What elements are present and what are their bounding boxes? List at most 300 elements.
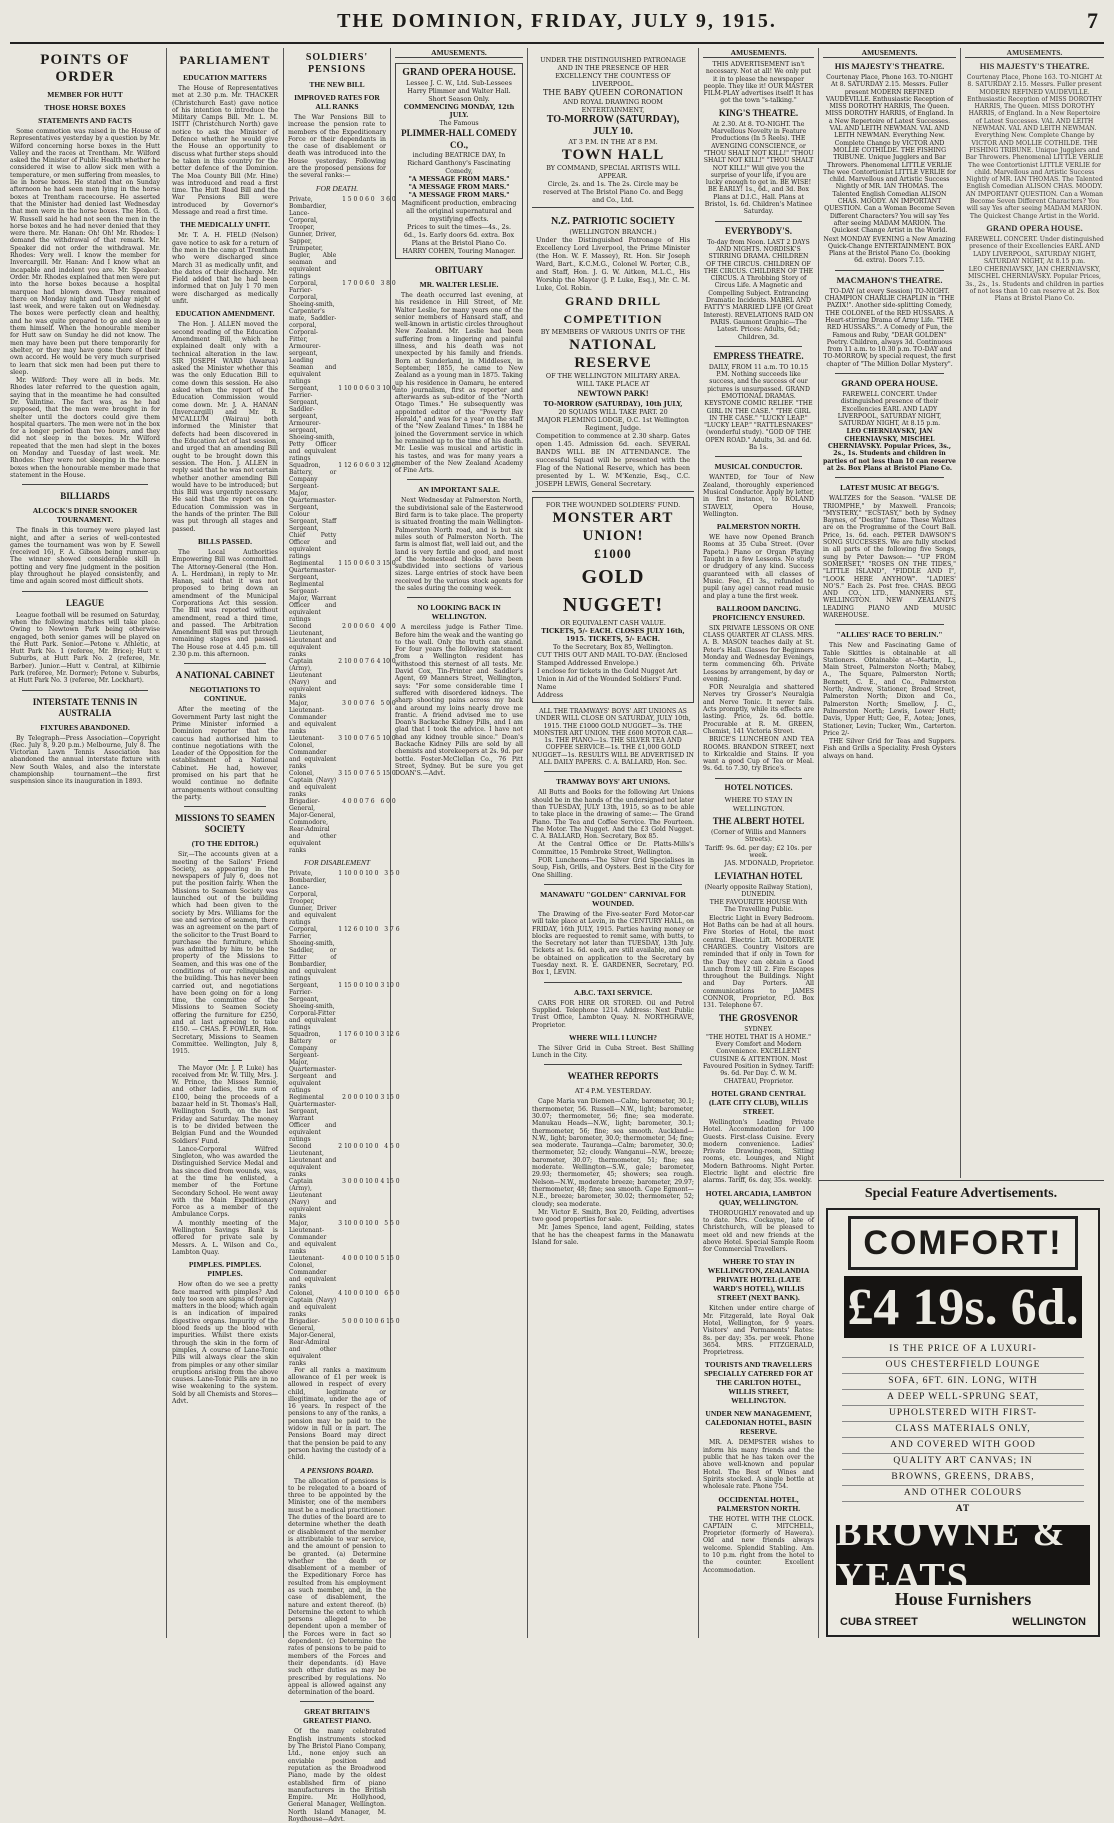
ad-text: LEO CHERNIAVSKY, JAN CHERNIAVSKY, MISCHEL CHERNIAVSKY. Popular Prices, 3s., 2s., 1s. Students and children in parties of not less than 10 can reserve at 2s. Box Plans at Bristol Piano Co. — [823, 428, 956, 472]
death-pension-table — [288, 196, 397, 854]
price-banner: £4 19s. 6d. — [844, 1276, 1082, 1338]
table-row — [288, 658, 397, 700]
ad-copy-line: UPHOLSTERED WITH FIRST- — [842, 1406, 1084, 1422]
amount-cell: 0 6 0 — [359, 461, 375, 469]
ad-text: Electric Light in Every Bedroom. Hot Baths can be had at all hours. Five Stories of Hotel, the most central. Electric Lift. MODERATE CHARGES. Country Visitors are reminded that if only in Town for the Day they can obtain a Good Lunch from 12 till 2. Fire Escapes throughout the Buildings. Night and Day Porters. All communications to JAMES CONNOR, Proprietor, P.O. Box 131. Telephone 67. — [703, 914, 814, 1010]
amount-cell: 0 6 0 — [359, 384, 375, 392]
amount-cell: 4 0 0 — [342, 797, 358, 805]
amount-cell: 6 0 0 — [380, 797, 396, 805]
article-subheading: EDUCATION MATTERS — [183, 73, 267, 82]
ad-text: THE FAVOURITE HOUSE With The Travelling Public. — [709, 899, 808, 914]
table-row — [288, 798, 397, 854]
ad-text: LEO CHERNIAVSKY, JAN CHERNIAVSKY, MISCHEL CHERNIAVSKY. Popular Prices, 3s., 2s., 1s. Students and children in parties of not less than 10 can reserve at 2s. Box Plans at Bristol Piano Co. — [965, 266, 1104, 303]
amount-cell: 0 7 6 — [359, 797, 375, 805]
ad-text: FAREWELL CONCERT. Under distinguished presence of their Excellencies EARL AND LADY LIVERPOOL, SATURDAY NIGHT, SATURDAY NIGHT, At 8.15 p.m. — [965, 235, 1104, 265]
ad-title: UNDER NEW MANAGEMENT, CALEDONIAN HOTEL, BASIN RESERVE. — [705, 1409, 812, 1437]
rank-cell: Squadron, Battery or Company Sergeant-Major, Quartermaster-Sergeant and equivalent ratings — [289, 1030, 337, 1094]
section-heading: A NATIONAL CABINET — [175, 670, 275, 681]
ad-title: TOWN HALL — [561, 147, 665, 163]
table-row — [288, 1031, 401, 1094]
amount-cell: 3 12 6 — [376, 461, 396, 469]
column-amusements-hotels — [703, 48, 814, 1638]
table-row — [288, 196, 397, 280]
rank-cell: Private, Bombardier, Lance-Corporal, Trooper, Gunner, Driver, Sapper, Trumpeter, Bugler, Able seaman and equivalent ratings — [289, 195, 337, 280]
ad-text: BRICE'S LUNCHEON AND TEA ROOMS. BRANDON STREET, next to Kirkcaldie and Stains. If you want a good Cup of Tea or Meal. 9s. 6d. to 7.30, try Brice's. — [703, 736, 814, 773]
divider — [715, 221, 802, 222]
city-label: WELLINGTON — [1012, 1616, 1086, 1628]
article-subheading: MANAWATU "GOLDEN" CARNIVAL FOR WOUNDED. — [540, 889, 686, 908]
ad-text: JAS. M'DONALD, Proprietor. — [724, 860, 814, 868]
ad-text: THOROUGHLY renovated and up to date. Mrs. Cockayne, late of Christchurch, will be pleased to meet old and new friends at the above Hotel. Special Sample Room for Commercial Travellers. — [703, 1209, 814, 1254]
amount-cell: 1 17 6 — [338, 1030, 358, 1038]
rank-cell: Lieutenant-Colonel, Commander and equivalent ranks — [289, 734, 337, 770]
article-body: All Butts and Books for the following Art Unions should be in the hands of the undersigned not later than TUESDAY, JULY 13th, 1915, so as to be able to take place in the drawing of same:— The Grand Piano. The Tea and Coffee Service. The Fourteen. The Motor. The Nugget. And the £3 Gold Nugget. C. A. BALLARD, Hon. Secretary, Box 85. — [532, 789, 694, 841]
table-row — [288, 870, 401, 926]
article-heading: PARLIAMENT — [179, 53, 271, 67]
amount-cell: 1 15 0 — [338, 559, 358, 567]
article-subheading: TRAMWAY BOYS' ART UNIONS. — [556, 777, 670, 787]
article-body: A monthly meeting of the Wellington Savings Bank is offered for private sale by Messrs. A. L. Wilson and Co., Lambton Quay. — [172, 1219, 278, 1256]
section-heading: INTERSTATE TENNIS IN AUSTRALIA — [32, 696, 138, 718]
divider — [22, 591, 148, 592]
ad-text: AT 3 P.M. IN THE AT 8 P.M. — [568, 138, 658, 146]
article-subheading: STATEMENTS AND FACTS — [38, 116, 132, 125]
ad-text: UNDER THE DISTINGUISHED PATRONAGE AND IN THE PRESENCE OF HER EXCELLENCY THE COUNTESS OF LIVERPOOL. — [540, 56, 686, 88]
ad-browne-yeats — [826, 1208, 1100, 1637]
article-heading: POINTS OF ORDER — [40, 52, 130, 85]
amount-cell: 0 10 0 — [359, 1219, 379, 1227]
section-heading: WEATHER REPORTS — [567, 1071, 659, 1082]
ad-title: LEVIATHAN HOTEL — [714, 870, 803, 881]
ad-text: Circle, 2s. and 1s. The 2s. Circle may be reserved at The Bristol Piano Co. and Begg and Co., Ltd. — [542, 180, 684, 204]
divider — [184, 806, 266, 807]
ad-title: EMPRESS THEATRE. — [713, 350, 804, 361]
amount-cell: 3 10 0 — [338, 1219, 358, 1227]
article-body: How often do we see a pretty face marred with pimples? And only too soon are signs of foreign matters in the blood; which again is an indication of impaired digestive organs. Impurity of the blood feeds up the blood with impurities. Whilst there exists through the skin in the form of pimples, A course of Lane-Tonic Pills will always clear the skin from pimples or any other similar eruptions arising from the above causes. Lane-Tonic Pills are in no wise weakening to the system. Sold by all Chemists and Stores—Advt. — [172, 1281, 278, 1406]
ad-text: AND ROYAL DRAWING ROOM ENTERTAINMENT, — [563, 98, 663, 114]
divider — [544, 884, 682, 885]
divider — [818, 1180, 1104, 1181]
amount-cell: 5 0 0 — [380, 699, 396, 707]
ad-text: OF THE WELLINGTON MILITARY AREA. — [545, 372, 681, 380]
amount-cell: 2 0 0 — [342, 622, 358, 630]
table-row — [288, 982, 401, 1031]
amount-cell: 3 0 0 — [342, 699, 358, 707]
table-row — [288, 385, 397, 462]
amount-cell: 0 6 0 — [359, 279, 375, 287]
ad-title: HIS MAJESTY'S THEATRE. — [979, 61, 1090, 71]
ad-copy-line: SOFA, 6FT. 6IN. LONG, WITH — [842, 1374, 1084, 1390]
rank-cell: Captain (Army), Lieutenant (Navy) and equivalent ranks — [289, 657, 337, 700]
article-body: At the Central Office or Dr. Platts-Mills's Committee, 15 Pembroke Street, Wellington. — [532, 841, 694, 856]
ad-text: SIX PRIVATE LESSONS OR ONE CLASS QUARTER AT CLASS. MRS. A. B. MASON teaches daily at St. Peter's Hall. Classes for Beginners Monday and Wednesday Evenings, term commencing 6th. Private Lessons by arrangement, by day or evening. — [703, 624, 814, 683]
column-amusements-right — [823, 48, 956, 1178]
ad-copy-line: A DEEP WELL-SPRUNG SEAT, — [842, 1390, 1084, 1406]
table-title: FOR DEATH. — [315, 183, 359, 193]
section-heading: MISSIONS TO SEAMEN SOCIETY — [175, 813, 275, 835]
amount-cell: 0 6 0 — [359, 622, 375, 630]
amount-cell: 4 5 0 — [384, 1142, 400, 1150]
rank-cell: Second Lieutenant, Lieutenant and equivalent ranks — [289, 622, 337, 658]
article-subheading: PIMPLES. PIMPLES. PIMPLES. — [188, 1260, 262, 1279]
article-subheading: FIXTURES ABANDONED. — [40, 722, 130, 732]
ad-title: GOLD NUGGET! — [562, 566, 664, 616]
article-body: The finals in this tourney were played last night, and after a series of well-contested games the tournament was won by F. Sewell (received 16), F. A. Gibson being runner-up. The winner showed considerable skill in potting and very fine judgment in the position play throughout he played consistently, and time and again scored most difficult shots. — [10, 527, 160, 586]
ad-title: EVERYBODY'S. — [725, 225, 792, 236]
amount-cell: 2 10 0 — [338, 657, 358, 665]
divider — [544, 1064, 682, 1065]
divider — [715, 456, 802, 457]
ad-text: FOR Neuralgia and shattered Nerves try Grosser's Neuralgia and Nerve Tonic. It never fails. Acts promptly, while its effects are lasting. Price, 2s. 6d. bottle. Procurable at R. M. GREEN, Chemist, 141 Victoria Street. — [703, 684, 814, 735]
ad-title: PALMERSTON NORTH. — [716, 522, 801, 532]
comfort-headline: COMFORT! — [848, 1216, 1078, 1270]
article-body: The Mayor (Mr. J. P. Luke) has received from Mr. W. Tilly, Mrs. J. W. Prince, the Misses Rennie, and other ladies, the sum of £100, being the proceeds of a bazaar held in St. Thomas's Hall, Wellington South, on the last Friday and Saturday. The money is to be divided between the Belgian Fund and the Wounded Soldiers' Fund. — [172, 1064, 278, 1145]
ad-text: At 2.30. At 8. TO-NIGHT. The Marvellous Novelty in Feature Productions (In 5 Reels). THE AVENGING CONSCIENCE, or "THOU SHALT NOT KILL!" "THOU SHALT NOT KILL!" "THOU SHALT NOT KILL!" Will give you the surprise of your life, if you are lucky enough to get in. BE WISE! BE EARLY! 1s., 6d., and 3d. Box Plans at D.I.C., Hall. Plans at Bristol, 1s. 6d. Children's Matinee Saturday. — [703, 120, 814, 216]
ad-text: Wellington's Leading Private Hotel. Accommodation for 100 Guests. First-class Cuisine. Every modern convenience. Ladies' Private Drawing-room, Sitting rooms, etc. Lounges, and Night Modern Bathrooms. Night Porter. Electric light and electric fire alarms. Tariff, 6s. day, 35s. weekly. — [703, 1118, 814, 1185]
ad-text: COMMENCING MONDAY, 12th JULY. — [403, 103, 515, 119]
article-body: The Drawing of the Five-seater Ford Motor-car will take place at Levin, in the CENTURY HALL, on FRIDAY, 16th JULY, 1915. Parties having money or blocks are requested to remit same, with butts, to the Secretary not later than TUESDAY, 13th July. Tickets at 1s. 6d. each, are still available, and can be obtained on application to the Secretary by Tuesday next. R. E. GARDENER, Secretary, P.O. Box 1, LEVIN. — [532, 910, 694, 977]
amount-cell: 6 15 0 — [380, 1317, 400, 1325]
amount-cell: 0 7 6 — [359, 657, 375, 665]
ad-title: THE GROSVENOR — [718, 1012, 799, 1023]
amount-cell: 0 10 0 — [359, 869, 379, 877]
ad-text: To the Secretary, Box 85, Wellington. — [552, 643, 674, 651]
ad-copy-line: BROWNS, GREENS, DRABS, — [842, 1470, 1084, 1486]
amount-cell: 0 7 6 — [359, 699, 375, 707]
rank-cell: Colonel, Captain (Navy) and equivalent ranks — [289, 1289, 337, 1318]
amount-cell: 1 5 0 — [342, 195, 358, 203]
article-body: Of the many celebrated English instruments stocked by The Bristol Piano Company, Ltd., none enjoy such an enviable position and reputation as the Broadwood Piano, made by the oldest established firm of piano manufacturers in the British Empire. Mr. Hollyhood, General Manager, Wellington. North Island Manager, M. Roydhouse—Advt. — [288, 1728, 386, 1823]
article-body: The allocation of pensions is to be relegated to a board of three to be appointed by the Minister, one of the members must be a medical practitioner. The duties of the board are to determine whether the death or disablement of the member is attributable to war service, and the amount of pension to be granted. (a) Determine whether the death or disablement of a member of the Expeditionary Force has resulted from his employment as such member, and, in the case of disablement, the nature and extent thereof. (b) Determine the extent to which persons alleged to be dependent upon a member of the Forces were in fact so dependent. (c) Determine the rates of pensions to be paid to members of the Forces and their dependants. (d) Have such other duties as may be prescribed by regulations. No appeal is allowed against any determination of the board. — [288, 1477, 386, 1697]
ad-title: MACMAHON'S THEATRE. — [836, 274, 943, 285]
ad-copy-line: AND COVERED WITH GOOD — [842, 1438, 1084, 1454]
column-points-of-order — [10, 48, 160, 1638]
article-subheading: A.B.C. TAXI SERVICE. — [573, 987, 653, 997]
column-amusements-far-right — [965, 48, 1104, 1178]
ad-copy-line: CLASS MATERIALS ONLY, — [842, 1422, 1084, 1438]
ad-text: WALTZES for the Season. "VALSE DE TRIOMPHE," by Maxwell. Francois; "MYSTERY," "ECSTASY," both by Sydney Baynes, of "Destiny" fame. These Waltzes are on the Programme of the Court Ball. Price, 1s. 6d. each. PETER DAWSON'S SONG SUCCESSES. We are fully stocked in all parts of the following five Songs, sung by Peter Dawson:— "UP FROM SOMERSET," "ROSES ON THE TIDES," "LITTLE ISLAND", "FIDDLE AND I", "LOOK HERE ANYHOW". "LADIES' NO'S." Each 2s. Post free. CHAS. BEGG AND CO., LTD., MANNERS ST., WELLINGTON. NEW ZEALAND'S LEADING PIANO AND MUSIC WAREHOUSE. — [823, 495, 956, 619]
amount-cell: 3 10 0 — [338, 734, 358, 742]
table-row — [288, 1094, 401, 1143]
amusements-header: AMUSEMENTS. — [965, 48, 1104, 58]
ad-grand-opera-house — [395, 63, 523, 259]
ad-title: MONSTER ART UNION! — [552, 510, 674, 544]
ad-title: GRAND OPERA HOUSE. — [986, 222, 1083, 233]
article-subheading: A PENSIONS BOARD. — [300, 1465, 374, 1475]
ad-title: TOURISTS AND TRAVELLERS SPECIALLY CATERED FOR AT THE CARLTON HOTEL, WILLIS STREET, WELLINGTON. — [704, 1360, 813, 1406]
article-body: Cape Maria van Diemen—Calm; barometer, 30.1; thermometer, 56. Russell—N.W., light; barometer, 30.07; thermometer, 56; fine; sea moderate. Manukau Heads—N.W., light; barometer, 30.1; thermometer, 56; fine; sea smooth. Auckland—N.W., light; barometer, 30.0; thermometer, 54; fine; sea moderate. Tauranga—Calm; barometer, 30.0; thermometer, 52; cloudy. Wanganui—N.W., breeze; barometer, 30.07; thermometer, 51; fine; sea moderate. Wellington—S.W., gale; barometer, 29.93; thermometer, 45; showers; sea rough. Nelson—N.W., moderate breeze; barometer, 29.97; thermometer, 48; fine; sea smooth. Cape Egmont—N.E., breeze; barometer, 30.02; thermometer, 52; cloudy; sea moderate. — [532, 1098, 694, 1208]
table-title: FOR DISABLEMENT — [303, 857, 371, 867]
ad-text: This New and Fascinating Game of Table Skittles is obtainable at all Stationers. Obtainable at—Martin, L., Main Street, Palmerston North; Mabey, A., The Square, Palmerston North; Bennett, C. E., and Co., Palmerston North; Andrew, Stationer, Broad Street, Palmerston North; Dixon and Co., Palmerston North; Smellow, J. C., Palmerston North; Lewis, Lower Hutt; Davis, Upper Hutt; Gee, F., Aotea; Jones, Stationer, Levin; Tucker, Wm., Carterton. Price 2/- — [823, 642, 956, 737]
amount-cell: 4 0 0 — [342, 1254, 358, 1262]
ad-copy — [828, 1342, 1098, 1502]
article-subheading: GREAT BRITAIN'S GREATEST PIANO. — [302, 1707, 372, 1726]
column-rule — [166, 48, 167, 1638]
divider — [835, 270, 944, 271]
rank-cell: Squadron, Battery, or Company Sergeant-Major, Quartermaster-Sergeant, Colour Sergeant, Staff Sergeant, Chief Petty Officer and equivalent ratings — [289, 461, 337, 560]
ad-text: To-day from Noon. LAST 2 DAYS AND NIGHTS. NORDISK'S STIRRING DRAMA. CHILDREN OF THE CIRCUS. CHILDREN OF THE CIRCUS. CHILDREN OF THE CIRCUS. A Throbbing Story of Circus Life. A Magnetic and Compelling Subject. Entrancing Dramatic Incidents. MABEL AND FATTY'S MARRIED LIFE (Of Great Interest). REVELATIONS RAID ON PARIS. Gaumont Graphic—The Latest. Prices: Adults, 6d.; Children, 3d. — [703, 238, 814, 341]
ad-text: Courtenay Place, Phone 163. TO-NIGHT At 8. SATURDAY 2.15. Messrs. Fuller present MODERN REFINED VAUDEVILLE. Enthusiastic Reception of MISS DOROTHY HARRIS, The Queen. MISS DOROTHY HARRIS, of England. In a New Repertoire of Latest Successes. VAL AND LEITH NEWMAN. VAL AND LEITH NEWMAN. Everything New. Complete Change by VICTOR AND MOLLIE COTHILDE. THE FISHING TRIBUNE. Unique Jugglers and Bar Throwers. Phenomenal LITTLE VERLIE The wee Contortionist LITTLE VERLIE for child. Marvellous and Artistic Success Nightly of MR. IAN THOMAS. The Talented English Comedian ALISON CHAS. MOODY. AN IMPORTANT QUESTION. Can a Woman Become Seven Different Characters? You will say Yes after seeing MADAM MARION. The Quickest Change Artist in the World. — [965, 74, 1104, 220]
column-rule — [698, 48, 699, 1638]
column-amusements-obituary — [395, 48, 523, 1638]
table-row — [288, 926, 401, 982]
ad-text: NEWTOWN PARK! — [577, 389, 649, 398]
table-row — [288, 560, 397, 623]
table-row — [288, 1143, 401, 1178]
article-body: A merciless judge is Father Time. Before him the weak and the wanting go to the wall. Only the truth can stand. For four years the following statement from a Wellington resident has withstood this sternest of all tests. Mr. David Cox, Tin-Printer and Saddler's Agent, 69 Manners Street, Wellington, says: "For some considerable time I suffered with disordered kidneys. The sharp shooting pains across my back and around my loins nearly drove me frantic. A friend advised me to use Doan's Backache Kidney Pills, and I am glad that I took the advice. I have not had any kidney trouble since." Doan's Backache Kidney Pills are sold by all chemists and storekeepers at 2s. 9d. per bottle. Foster-McClellan Co., 76 Pitt Street, Sydney. But be sure you get DOAN'S.—Advt. — [395, 624, 523, 778]
article-subheading: IMPROVED RATES FOR ALL RANKS — [294, 93, 380, 111]
article-subheading: ALCOCK'S DINER SNOOKER TOURNAMENT. — [32, 506, 138, 525]
article-subheading: NO LOOKING BACK IN WELLINGTON. — [417, 603, 501, 622]
article-heading: SOLDIERS' PENSIONS — [305, 52, 369, 75]
ad-text: CUT THIS OUT AND MAIL TO-DAY. (Enclosed Stamped Addressed Envelope.) — [537, 651, 688, 667]
ad-text: Next MONDAY EVENING a New Amazing Quick-Change ENTERTAINMENT. BOX Plans at the Bristol Piano Co. (booking 6d. extra). Doors 7.15. — [823, 235, 956, 265]
ad-title: MUSICAL CONDUCTOR. — [714, 462, 803, 472]
article-body: Mr. Wilford: They were all in beds. Mr. Rhodes later referred to the question again, saying that in the meantime he had consulted Dr. Valintine. The fact was, as he had supposed, that the men were brought in for shelter until the doctors could give them hospital quarters. The men were not in the box for a longer period than two hours, and they did not sleep in the boxes. Mr. Wilford repeated that the men had slept in the boxes on Monday and Tuesday of last week. Mr. Rhodes: They were not sleeping in the horse boxes when the honourable member made that statement in the House. — [10, 377, 160, 479]
rank-cell: Brigadier-General, Major-General, Commodore, Rear-Admiral and other equivalent ranks — [289, 797, 337, 854]
amount-cell: 2 10 0 — [338, 1142, 358, 1150]
article-body: Sir,—The accounts given at a meeting of the Sailors' Friend Society, as appearing in the newspapers of July 6, does not put the position fairly. When the Missions to Seamen Society was launched out of the building which had been given to the society by Mrs. Williams for the use and service of seamen, there was an agreement on the part of the solicitor to the Trust Board to purchase the furniture, which was admitted by him to be the property of the Missions to Seamen, and this was one of the conditions of our relinquishing the building. This has never been carried out, and negotiations have been going on for a long time, the committee of the Missions to Seamen Society offering the furniture for £250, and at last agreeing to take £150. — CHAS. F. FOWLER, Hon. Secretary, Missions to Seamen Committee. Wellington, July 8, 1915. — [172, 851, 278, 1056]
ad-title: NATIONAL RESERVE — [569, 337, 657, 371]
amount-cell: 1 10 0 — [338, 869, 358, 877]
ad-text: MAJOR FLEMING LODGE, O.C. 1st Wellington Regiment, Judge. — [537, 416, 689, 432]
ad-title: HOTEL ARCADIA, LAMBTON QUAY, WELLINGTON. — [705, 1188, 812, 1207]
ad-copy-line: OUS CHESTERFIELD LOUNGE — [842, 1358, 1084, 1374]
article-body: The Hon. J. ALLEN moved the second reading of the Education Amendment Bill, which he explained dealt only with a technical alteration in the law. SIR JOSEPH WARD (Awarua) asked the Minister whether this was the only Education Bill to come down this session. He also asked when the report of the Education Commission would come down. Mr. J. A. HANAN (Invercargill) and Mr. R. M'CALLUM (Wairau) both informed the Minister that defects had been discovered in the Education Act of last session, and urged that an amending Bill ought to be brought down this session. The Hon. J. ALLEN in reply said that he was not certain whether another amending Bill would have to be introduced; but this Bill was urgently necessary. He said that the report on the Education Commission was in the hands of the printer. The Bill was put through all stages and passed. — [172, 321, 278, 533]
rank-cell: Major, Lieutenant-Commander and equivalent ranks — [289, 1219, 337, 1255]
ad-text: £1000 — [594, 546, 632, 561]
amount-cell: 1 12 6 — [338, 461, 358, 469]
ad-text: Kitchen under entire charge of Mr. Fitzgerald, late Royal Oak Hotel, Wellington, for 9 years. Visitors' and Permanents' Rates: 8s. per day; 35s. per week. Phone 3654. MRS. FITZGERALD, Proprietress. — [703, 1305, 814, 1357]
amount-cell: 0 6 0 — [359, 559, 375, 567]
article-subheading: AN IMPORTANT SALE. — [418, 485, 500, 495]
column-rule — [960, 48, 961, 1178]
amount-cell: 6 5 0 — [384, 1289, 400, 1297]
firm-name: BROWNE & YEATS — [836, 1525, 1090, 1585]
amount-cell: 4 10 0 — [376, 657, 396, 665]
divider — [22, 690, 148, 691]
ad-text: Magnificent production, embracing all the original supernatural and mystifying effects. — [401, 199, 517, 223]
divider — [184, 663, 266, 664]
table-row — [288, 770, 397, 798]
article-subheading: THE NEW BILL — [309, 80, 365, 89]
ad-text: "A MESSAGE FROM MARS." — [408, 191, 510, 199]
article-subheading: THOSE HORSE BOXES — [44, 103, 126, 112]
article-body: For all ranks a maximum allowance of £1 per week is allowed in respect of every child, legitimate or illegitimate, under the age of 16 years. In respect of the pensions to any of the ranks, a pension may be paid to the widow in full or in part. The Pensions Board may direct that the pension be paid to any person having the custody of a child. — [288, 1366, 386, 1462]
ad-text: BY MEMBERS OF VARIOUS UNITS OF THE — [540, 328, 686, 336]
column-parliament — [172, 48, 278, 1638]
amount-cell: 5 15 0 — [380, 1254, 400, 1262]
divider — [835, 373, 944, 374]
ad-text: Short Season Only. — [428, 95, 490, 103]
ad-text: Prices to suit the times—4s., 2s. 6d., 1s. Early doors 6d. extra. Box Plans at the Bristol Piano Co. HARRY COHEN, Touring Manager. — [402, 223, 516, 255]
ad-title: GRAND DRILL COMPETITION — [563, 294, 663, 326]
ad-text: OR EQUIVALENT CASH VALUE. — [560, 619, 666, 627]
amount-cell: 1 15 0 — [338, 981, 358, 989]
amount-cell: 0 10 0 — [359, 1030, 379, 1038]
ad-text: TO-MORROW (SATURDAY), JULY 10. — [546, 114, 680, 137]
ad-text: WILL TAKE PLACE AT — [576, 380, 650, 388]
ad-text: AT — [955, 1504, 971, 1514]
table-row — [288, 280, 397, 385]
amount-cell: 4 10 0 — [338, 1289, 358, 1297]
rank-cell: Corporal, Farrier-Corporal, Shoeing-smith, Carpenter's mate, Saddler-corporal, Corporal-Fitter, Armourer-sergeant, Leading Seaman and equivalent ratings — [289, 279, 337, 385]
amount-cell: 0 7 6 — [359, 734, 375, 742]
ad-text: THE HOTEL WITH THE CLOCK. CAPTAIN C. MITCHELL, Proprietor (formerly of Hawera). Old and new friends always welcome. Splendid Stabling. Am. to 10 p.m. right from the hotel to the counter. Excellent Accommodation. — [703, 1515, 814, 1574]
article-body: CARS FOR HIRE OR STORED. Oil and Petrol Supplied. Telephone 1214. Address: Next Public Trust Office, Lambton Quay. N. NORTHGRAVE, Proprietor. — [532, 999, 694, 1029]
article-body: The House of Representatives met at 2.30 p.m. Mr. THACKER (Christchurch East) gave notice of his intention to introduce the Military Camps Bill. Mr. L. M. ISITT (Christchurch North) gave notice to ask the Minister of Defence whether he would give the House an opportunity to discuss what further steps should be taken in this country for the better defence of the Dominion. The Moa County Bill (Mr. Hine) was introduced and read a first time. The Hutt Road Bill and the War Pensions Bill were introduced by Governor's Message and read a first time. — [172, 85, 278, 217]
amusements-header: AMUSEMENTS. — [395, 48, 523, 58]
article-body: FOR Luncheons—The Silver Grid Specialises in Soup, Fish, Grills, and Oysters. Best in the City for One Shilling. — [532, 857, 694, 879]
divider — [407, 597, 511, 598]
article-subheading: MEMBER FOR HUTT — [47, 90, 123, 99]
amusements-header: AMUSEMENTS. — [823, 48, 956, 58]
form-name-label: Name — [537, 683, 557, 691]
section-heading: OBITUARY — [434, 265, 484, 275]
amount-cell: 5 10 0 — [376, 734, 396, 742]
amount-cell: 0 10 0 — [359, 1142, 379, 1150]
amount-cell: 4 0 0 — [380, 622, 396, 630]
article-body: The Silver Grid in Cuba Street. Best Shilling Lunch in the City. — [532, 1044, 694, 1060]
divider — [544, 982, 682, 983]
ad-text: DAILY, FROM 11 a.m. TO 10.15 P.M. Nothing succeeds like success, and the success of our pictures is unsurpassed. GRAND EMOTIONAL DRAMAS. KEYSTONE COMIC RELIEF. "THE GIRL IN THE CASE." "THE GIRL IN THE CASE." "LUCKY LEAP." "LUCKY LEAP." "RATTLESNAKES" (wonderful study). "GOD OF THE OPEN ROAD." Adults, 3d. and 6d. Ba 1s. — [704, 363, 813, 452]
ad-baby-queen-coronation — [532, 53, 694, 208]
ad-text: THE Silver Grid for Teas and Suppers. Fish and Grills a Speciality. Fresh Oysters always on hand. — [823, 738, 956, 760]
article-body: Mr. Victor E. Smith, Box 20, Feilding, advertises two good properties for sale. — [532, 1208, 694, 1224]
ad-text: SYDNEY. — [744, 1025, 773, 1033]
article-body: The death occurred last evening, at his residence in Hill Street, of Mr. Walter Leslie, for many years one of the senior members of Hansard staff, and well-known in artistic circles throughout New Zealand. Mr. Leslie had been suffering from a lingering and painful illness, and his death was not unexpected by his family and friends. Born at Sunderland, in Middlesex, in September, 1855, he came to New Zealand as a young man in 1875. Taking up his residence in Oamaru, he entered into journalism, first as reporter and afterwards as sub-editor of the "North Otago Times." He subsequently was appointed editor of the "Poverty Bay Herald," and was for a year on the staff of the "New Zealand Times." In 1884 he joined the Government service in which he remained up to the time of his death. Mr. Leslie was musical and artistic in his tastes, and was for many years a member of the New Zealand Academy of Fine Arts. — [395, 292, 523, 475]
amount-cell: 0 10 0 — [359, 1093, 379, 1101]
amount-cell: 1 10 0 — [338, 384, 358, 392]
ad-title: OCCIDENTAL HOTEL, PALMERSTON NORTH. — [716, 1494, 801, 1513]
rank-cell: Second Lieutenant, Lieutenant and equivalent ranks — [289, 1142, 337, 1178]
ad-copy-line: AND OTHER COLOURS — [842, 1486, 1084, 1502]
article-body: By Telegraph—Press Association—Copyright (Rec. July 8, 9.20 p.m.) Melbourne, July 8. The Victorian Lawn Tennis Association has abandoned the annual interstate fixture with New South Wales, and also the interstate championship tournament—the first suspension since its inauguration in 1893. — [10, 734, 160, 786]
rank-cell: Major, Lieutenant-Commander and equivalent ranks — [289, 699, 337, 735]
ad-text: BY COMMAND, SPECIAL ARTISTS WILL APPEAR. — [546, 164, 680, 180]
column-soldiers-pensions — [288, 48, 400, 1823]
ad-text: (WELLINGTON BRANCH.) — [569, 228, 657, 236]
article-body: Mr. T. A. H. FIELD (Nelson) gave notice to ask for a return of the men in the camp at Trentham who were discharged since March 31 as medically unfit, and the dates of their discharge. Mr. Field added that he had been informed that on July 1 70 men were discharged as medically unfit. — [172, 232, 278, 306]
divider — [835, 477, 944, 478]
ad-text: TICKETS, 5/- EACH. CLOSES JULY 16th, 1915. TICKETS, 5/- EACH. — [541, 627, 685, 643]
ad-text: TO-MORROW (SATURDAY), 10th JULY, — [543, 400, 683, 408]
divider — [715, 346, 802, 347]
amount-cell: 0 10 0 — [359, 1254, 379, 1262]
form-address-label: Address — [537, 691, 564, 699]
ad-title: HOTEL GRAND CENTRAL (LATE CITY CLUB), WILLIS STREET. — [708, 1088, 809, 1116]
article-subheading: NEGOTIATIONS TO CONTINUE. — [189, 685, 261, 704]
amount-cell: 3 7 6 — [384, 925, 400, 933]
divider — [22, 484, 148, 485]
ad-text: (Corner of Willis and Manners Streets). — [710, 829, 807, 844]
amount-cell: 2 0 0 — [342, 1093, 358, 1101]
divider — [835, 624, 944, 625]
amount-cell: 5 5 0 — [384, 1219, 400, 1227]
divider — [208, 1060, 242, 1061]
ad-title: "ALLIES' RACE TO BERLIN." — [836, 630, 943, 640]
ad-title: HIS MAJESTY'S THEATRE. — [834, 61, 945, 71]
amount-cell: 3 15 0 — [380, 1093, 400, 1101]
amount-cell: 3 8 0 — [380, 279, 396, 287]
article-body: After the meeting of the Government Party last night the Prime Minister informed a Dominion reporter that the caucus had authorised him to continue negotiations with the Leader of the Opposition for the establishment of a National Cabinet. He had, however, promised on his part that he would continue no definite arrangements without consulting the party. — [172, 706, 278, 801]
article-body: League football will be resumed on Saturday, when the following matches will take place. Owing to Newtown Park being otherwise engaged, both senior games will be played on the Hutt Park. Senior.—Petone v. Athletic, at Hutt Park No. 1 (referee, Mr. Brice); Hutt v. Suburbs, at Hutt Park No. 2 (referee, Mr. Barber). Junior.—Hutt v. Central, at Kilbirnie Park (referee, Mr. Dormer); Petone v. Suburbs, at Hutt Park No. 3 (referee, Mr. Lockhart). — [10, 611, 160, 685]
divider — [544, 771, 682, 772]
article-body: The War Pensions Bill to increase the pension rate to members of the Expeditionary Force or their dependants in the case of disablement or death was introduced into the House yesterday. Following are the proposed pensions for the several ranks:— — [288, 114, 386, 180]
table-row — [288, 700, 397, 735]
rank-cell: Brigadier-General, Major-General, Rear-Admiral and other equivalent ranks — [289, 1317, 337, 1367]
ad-text: FOR THE WOUNDED SOLDIERS' FUND. — [545, 501, 681, 509]
article-subheading: THE MEDICALLY UNFIT. — [180, 220, 270, 230]
ad-text: Tariff: 9s. 6d. per day; £2 10s. per week. — [705, 844, 812, 859]
rank-cell: Captain (Army), Lieutenant (Navy) and equivalent ranks — [289, 1177, 337, 1220]
article-subheading: AT 4 P.M. YESTERDAY. — [574, 1086, 652, 1096]
ad-text: WANTED, for Tour of New Zealand, thoroughly experienced Musical Conductor. Apply by letter, in first instance, to ROLAND STAVELY, Opera House, Wellington. — [703, 474, 814, 518]
disablement-pension-table — [288, 870, 401, 1367]
page-number: 7 — [1087, 8, 1098, 33]
rank-cell: Colonel, Captain (Navy) and equivalent ranks — [289, 769, 337, 798]
rank-cell: Lieutenant-Colonel, Commander and equivalent ranks — [289, 1254, 337, 1290]
ad-title: GRAND OPERA HOUSE. — [841, 377, 938, 388]
amount-cell: 0 10 0 — [359, 981, 379, 989]
masthead — [10, 8, 1104, 44]
ad-title: GRAND OPERA HOUSE. — [402, 67, 516, 78]
rank-cell: Corporal, Farrier, Shoeing-smith, Saddler, or Fitter of Bombardier, and equivalent ratings — [289, 925, 337, 982]
article-body: Lance-Corporal Wilfred Singleton, who was awarded the Distinguished Service Medal and has since died from wounds, was, at the time he enlisted, a member of the Fortune Secondary School. He went away with the Main Expeditionary Force as a member of the Ambulance Corps. — [172, 1145, 278, 1219]
amount-cell: 3 0 0 — [342, 1177, 358, 1185]
article-body: The Local Authorities Empowering Bill was committed. The Attorney-General (the Hon. A. L. Herdman), in reply to Mr. Hanan, said that it was not proposed to bring down an amendment of the Municipal Corporations Act this session. The Bill was reported without amendment, read a third time, and passed. The Arbitration Amendment Bill was put through remaining stages and passed. The House rose at 4.45 p.m. till 2.30 p.m. this afternoon. — [172, 548, 278, 659]
ad-title: N.Z. PATRIOTIC SOCIETY — [550, 216, 676, 227]
amount-cell: 0 10 0 — [359, 925, 379, 933]
article-body: Mr. James Spence, land agent, Feilding, states that he has the cheapest farms in the Manawatu Island for sale. — [532, 1224, 694, 1247]
ad-title: LATEST MUSIC AT BEGG'S. — [840, 483, 939, 493]
divider — [300, 1701, 374, 1702]
ad-title: THE ALBERT HOTEL — [712, 816, 805, 827]
ad-text: (Nearly opposite Railway Station), DUNEDIN. — [704, 883, 813, 898]
article-body: Some commotion was raised in the House of Representatives yesterday by a question by Mr. Wilford concerning horse boxes in the Hutt Valley and the races at Trentham. Mr. Wilford asked the Minister of Public Health whether he considered it wise to allow sick men with a temperature, or men suffering from measles, to lie in horse boxes. He stated that on Sunday afternoon he had seen men lying in the horse boxes at Trentham racecourse. He asserted that the Minister had denied last Wednesday that men were in the horse boxes. The Hon. G. W. Russell said he had not seen the men in the horse boxes and he had never denied that they were there. Mr. Hanan: Oh! Oh! Mr. Rhodes: I demand the withdrawal of that remark. Mr. Speaker did not order the withdrawal. Mr. Rhodes: Very well. I know the member for Invercargill. Mr. Hanan: And I know what an incapable and indolent you are. Mr. Speaker: Order. Mr. Rhodes explained that men were put into the horse boxes because a hospital marquee had blown down. They remained there on Monday night and Tuesday night of last week, and were taken out on Wednesday. The boxes were perfectly clean and healthy, and he was quite prepared to go and sleep in them himself. When the honourable member for Hutt saw on Sunday he did not know. The men may have been put there temporarily for shelter, or they may have gone there of their own accord. He would be very much surprised to learn that sick men had been put there to sleep. — [10, 128, 160, 376]
article-subheading: BILLS PASSED. — [197, 536, 253, 546]
rank-cell: Private, Bombardier, Lance-Corporal, Trooper, Gunner, Driver and equivalent ratings — [289, 869, 337, 926]
amusements-header: AMUSEMENTS. — [703, 48, 814, 58]
amount-cell: 3 15 0 — [338, 769, 358, 777]
ad-national-reserve-drill — [532, 213, 694, 492]
ad-text: 20 SQUADS WILL TAKE PART. 20 — [558, 408, 668, 416]
article-subheading: WHERE WILL I LUNCH? — [568, 1032, 657, 1042]
ad-text: FAREWELL CONCERT. Under distinguished presence of their Excellencies EARL AND LADY LIVERPOOL, SATURDAY NIGHT, SATURDAY NIGHT, At 8.15 p.m. — [837, 390, 942, 428]
ad-text: Lessee J. C. W., Ltd. Sub-Lessees Harry Plimmer and Walter Hall. — [406, 79, 512, 95]
amount-cell: 4 15 0 — [380, 1177, 400, 1185]
firm-subtitle: House Furnishers — [894, 1589, 1032, 1609]
ad-text: THIS ADVERTISEMENT isn't necessary. Not at all! We only put it in to please the newspaper people. They like it! OUR MASTER FILM-PLAY advertises itself! It has got the town "s-talking." — [703, 61, 814, 105]
ad-text: including BEATRICE DAY, In Richard Ganthony's Fascinating Comedy, — [407, 151, 511, 175]
rank-cell: Sergeant, Farrier-Sergeant, Saddler-sergeant, Armourer-sergeant, Shoeing-smith, Petty Officer and equivalent ratings — [289, 384, 337, 462]
ad-title: KING'S THEATRE. — [718, 107, 799, 118]
amount-cell: 3 15 0 — [376, 559, 396, 567]
table-row — [288, 1318, 401, 1367]
masthead-title: THE DOMINION, FRIDAY, JULY 9, 1915. — [337, 10, 777, 32]
amount-cell: 3 10 0 — [376, 384, 396, 392]
table-row — [288, 1220, 401, 1255]
ad-text: WHERE TO STAY IN WELLINGTON. — [724, 795, 793, 814]
rank-cell: Regimental Quartermaster-Sergeant, Warrant Officer and equivalent ratings — [289, 1093, 337, 1143]
article-body: ALL THE TRAMWAYS' BOYS' ART UNIONS AS UNDER WILL CLOSE ON SATURDAY, JULY 10th, 1915. THE £1000 GOLD NUGGET—3s. THE MONSTER ART UNION. THE £600 MOTOR CAR—1s. THE PIANO—1s. THE SILVER TEA AND COFFEE SERVICE—1s. THE £1,000 GOLD NUGGET—1s. RESULTS WILL BE ADVERTISED IN ALL DAILY PAPERS. C. A. BALLARD, Hon. Sec. — [532, 708, 694, 767]
amount-cell: 3 10 0 — [380, 981, 400, 989]
amount-cell: 1 12 6 — [338, 925, 358, 933]
ad-text: Competition to commence at 2.30 sharp. Gates open 1.45. Admission 6d. each. SEVERAL BANDS WILL BE IN ATTENDANCE. The successful Squad will be presented with the Flag of the National Reserve, which has been presented by L. W. M'Kenzie, Esq., C.C. JOSEPH LEWIS, General Secretary. — [536, 432, 690, 488]
feature-title: Special Feature Advertisements. — [864, 1186, 1058, 1201]
ad-text: "THE HOTEL THAT IS A HOME." Every Comfort and Modern Convenience. EXCELLENT CUISINE & ATTENTION. Most Favoured Position in Sydney. Tariff: 9s. 6d. Per Day. C. W. M. CHATEAU, Proprietor. — [703, 1033, 814, 1085]
table-row — [288, 1255, 401, 1290]
